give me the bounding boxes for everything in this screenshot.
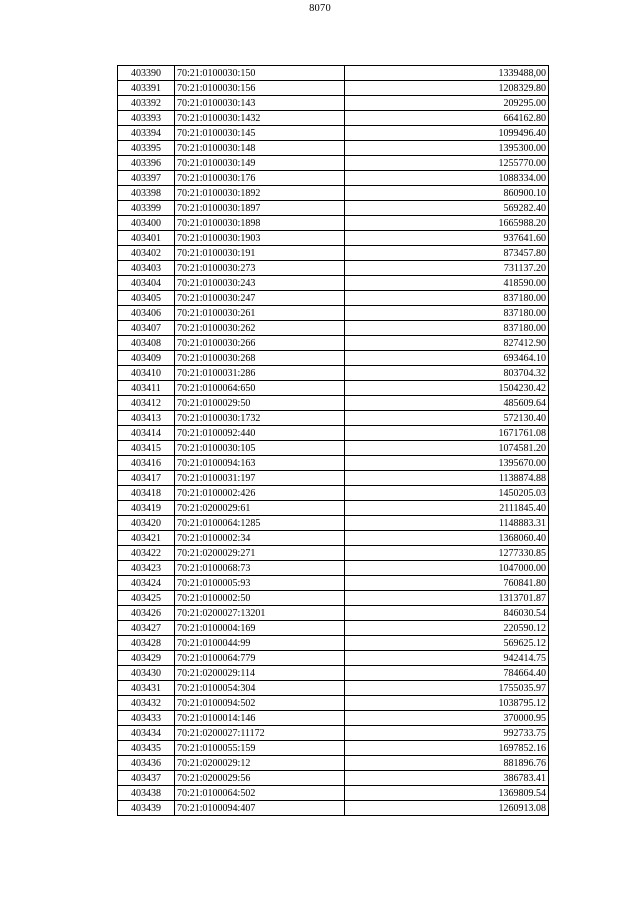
row-number-cell: 403391 xyxy=(118,81,175,96)
value-cell: 937641.60 xyxy=(345,231,549,246)
row-number-cell: 403412 xyxy=(118,396,175,411)
data-table xyxy=(117,65,549,816)
row-number-cell: 403409 xyxy=(118,351,175,366)
table-row xyxy=(118,486,549,501)
value-cell: 693464.10 xyxy=(345,351,549,366)
table-row xyxy=(118,696,549,711)
row-number-cell: 403390 xyxy=(118,66,175,81)
value-cell: 220590.12 xyxy=(345,621,549,636)
value-cell: 1671761.08 xyxy=(345,426,549,441)
cadastral-number-cell: 70:21:0100030:143 xyxy=(175,96,345,111)
table-row xyxy=(118,291,549,306)
table-row xyxy=(118,351,549,366)
value-cell: 569282.40 xyxy=(345,201,549,216)
row-number-cell: 403438 xyxy=(118,786,175,801)
value-cell: 1368060.40 xyxy=(345,531,549,546)
value-cell: 827412.90 xyxy=(345,336,549,351)
row-number-cell: 403400 xyxy=(118,216,175,231)
table-row xyxy=(118,621,549,636)
cadastral-number-cell: 70:21:0100030:1432 xyxy=(175,111,345,126)
row-number-cell: 403399 xyxy=(118,201,175,216)
cadastral-number-cell: 70:21:0200029:56 xyxy=(175,771,345,786)
cadastral-number-cell: 70:21:0100030:262 xyxy=(175,321,345,336)
cadastral-number-cell: 70:21:0100030:145 xyxy=(175,126,345,141)
table-row xyxy=(118,501,549,516)
cadastral-number-cell: 70:21:0100030:266 xyxy=(175,336,345,351)
row-number-cell: 403436 xyxy=(118,756,175,771)
cadastral-number-cell: 70:21:0100030:176 xyxy=(175,171,345,186)
table-row xyxy=(118,411,549,426)
table-row xyxy=(118,471,549,486)
page-number: 8070 xyxy=(309,3,331,14)
cadastral-number-cell: 70:21:0100092:440 xyxy=(175,426,345,441)
value-cell: 1208329.80 xyxy=(345,81,549,96)
value-cell: 803704.32 xyxy=(345,366,549,381)
value-cell: 784664.40 xyxy=(345,666,549,681)
row-number-cell: 403405 xyxy=(118,291,175,306)
value-cell: 1697852.16 xyxy=(345,741,549,756)
value-cell: 1665988.20 xyxy=(345,216,549,231)
cadastral-number-cell: 70:21:0200029:114 xyxy=(175,666,345,681)
value-cell: 1099496.40 xyxy=(345,126,549,141)
table-row xyxy=(118,96,549,111)
cadastral-number-cell: 70:21:0100064:1285 xyxy=(175,516,345,531)
cadastral-number-cell: 70:21:0100030:1732 xyxy=(175,411,345,426)
cadastral-number-cell: 70:21:0100030:1892 xyxy=(175,186,345,201)
cadastral-number-cell: 70:21:0100044:99 xyxy=(175,636,345,651)
cadastral-number-cell: 70:21:0100030:148 xyxy=(175,141,345,156)
table-row xyxy=(118,81,549,96)
table-row xyxy=(118,276,549,291)
cadastral-number-cell: 70:21:0100030:1898 xyxy=(175,216,345,231)
cadastral-number-cell: 70:21:0100068:73 xyxy=(175,561,345,576)
cadastral-number-cell: 70:21:0100014:146 xyxy=(175,711,345,726)
value-cell: 1255770.00 xyxy=(345,156,549,171)
row-number-cell: 403428 xyxy=(118,636,175,651)
value-cell: 1277330.85 xyxy=(345,546,549,561)
row-number-cell: 403404 xyxy=(118,276,175,291)
table-row xyxy=(118,186,549,201)
table-row xyxy=(118,801,549,816)
value-cell: 1450205.03 xyxy=(345,486,549,501)
row-number-cell: 403407 xyxy=(118,321,175,336)
value-cell: 1148883.31 xyxy=(345,516,549,531)
value-cell: 881896.76 xyxy=(345,756,549,771)
row-number-cell: 403426 xyxy=(118,606,175,621)
table-row xyxy=(118,441,549,456)
table-row xyxy=(118,726,549,741)
value-cell: 873457.80 xyxy=(345,246,549,261)
table-row xyxy=(118,381,549,396)
cadastral-number-cell: 70:21:0100031:286 xyxy=(175,366,345,381)
row-number-cell: 403421 xyxy=(118,531,175,546)
cadastral-number-cell: 70:21:0100030:261 xyxy=(175,306,345,321)
row-number-cell: 403414 xyxy=(118,426,175,441)
row-number-cell: 403417 xyxy=(118,471,175,486)
cadastral-number-cell: 70:21:0100031:197 xyxy=(175,471,345,486)
value-cell: 569625.12 xyxy=(345,636,549,651)
value-cell: 1088334.00 xyxy=(345,171,549,186)
value-cell: 1074581.20 xyxy=(345,441,549,456)
value-cell: 386783.41 xyxy=(345,771,549,786)
cadastral-number-cell: 70:21:0100030:1897 xyxy=(175,201,345,216)
row-number-cell: 403430 xyxy=(118,666,175,681)
cadastral-number-cell: 70:21:0100030:149 xyxy=(175,156,345,171)
value-cell: 1339488,00 xyxy=(345,66,549,81)
row-number-cell: 403408 xyxy=(118,336,175,351)
cadastral-number-cell: 70:21:0200027:11172 xyxy=(175,726,345,741)
cadastral-number-cell: 70:21:0100055:159 xyxy=(175,741,345,756)
table-row xyxy=(118,636,549,651)
table-row xyxy=(118,426,549,441)
cadastral-number-cell: 70:21:0100030:156 xyxy=(175,81,345,96)
value-cell: 1755035.97 xyxy=(345,681,549,696)
cadastral-number-cell: 70:21:0200029:12 xyxy=(175,756,345,771)
value-cell: 1504230.42 xyxy=(345,381,549,396)
value-cell: 1313701.87 xyxy=(345,591,549,606)
cadastral-number-cell: 70:21:0100030:105 xyxy=(175,441,345,456)
row-number-cell: 403418 xyxy=(118,486,175,501)
cadastral-number-cell: 70:21:0100094:163 xyxy=(175,456,345,471)
row-number-cell: 403394 xyxy=(118,126,175,141)
cadastral-number-cell: 70:21:0200027:13201 xyxy=(175,606,345,621)
table-row xyxy=(118,246,549,261)
cadastral-number-cell: 70:21:0100029:50 xyxy=(175,396,345,411)
cadastral-number-cell: 70:21:0100030:247 xyxy=(175,291,345,306)
cadastral-number-cell: 70:21:0100030:1903 xyxy=(175,231,345,246)
table-row xyxy=(118,756,549,771)
row-number-cell: 403413 xyxy=(118,411,175,426)
cadastral-number-cell: 70:21:0100094:502 xyxy=(175,696,345,711)
table-row xyxy=(118,321,549,336)
value-cell: 2111845.40 xyxy=(345,501,549,516)
row-number-cell: 403398 xyxy=(118,186,175,201)
cadastral-number-cell: 70:21:0100004:169 xyxy=(175,621,345,636)
table-row xyxy=(118,651,549,666)
value-cell: 1047000.00 xyxy=(345,561,549,576)
value-cell: 992733.75 xyxy=(345,726,549,741)
table-row xyxy=(118,66,549,81)
cadastral-number-cell: 70:21:0100064:779 xyxy=(175,651,345,666)
value-cell: 1395670.00 xyxy=(345,456,549,471)
table-row xyxy=(118,711,549,726)
table-row xyxy=(118,516,549,531)
cadastral-number-cell: 70:21:0100094:407 xyxy=(175,801,345,816)
cadastral-number-cell: 70:21:0100030:243 xyxy=(175,276,345,291)
value-cell: 209295.00 xyxy=(345,96,549,111)
table-row xyxy=(118,786,549,801)
row-number-cell: 403397 xyxy=(118,171,175,186)
table-row xyxy=(118,306,549,321)
table-row xyxy=(118,141,549,156)
row-number-cell: 403434 xyxy=(118,726,175,741)
value-cell: 664162.80 xyxy=(345,111,549,126)
row-number-cell: 403395 xyxy=(118,141,175,156)
row-number-cell: 403406 xyxy=(118,306,175,321)
table-row xyxy=(118,741,549,756)
value-cell: 942414.75 xyxy=(345,651,549,666)
cadastral-number-cell: 70:21:0200029:61 xyxy=(175,501,345,516)
value-cell: 837180.00 xyxy=(345,291,549,306)
row-number-cell: 403427 xyxy=(118,621,175,636)
table-row xyxy=(118,606,549,621)
value-cell: 837180.00 xyxy=(345,306,549,321)
row-number-cell: 403422 xyxy=(118,546,175,561)
value-cell: 1369809.54 xyxy=(345,786,549,801)
row-number-cell: 403437 xyxy=(118,771,175,786)
table-row xyxy=(118,681,549,696)
value-cell: 1038795.12 xyxy=(345,696,549,711)
table-row xyxy=(118,546,549,561)
value-cell: 731137.20 xyxy=(345,261,549,276)
cadastral-number-cell: 70:21:0100064:650 xyxy=(175,381,345,396)
cadastral-number-cell: 70:21:0100002:50 xyxy=(175,591,345,606)
row-number-cell: 403396 xyxy=(118,156,175,171)
cadastral-number-cell: 70:21:0100002:426 xyxy=(175,486,345,501)
row-number-cell: 403425 xyxy=(118,591,175,606)
row-number-cell: 403435 xyxy=(118,741,175,756)
row-number-cell: 403419 xyxy=(118,501,175,516)
table-row xyxy=(118,336,549,351)
table-row xyxy=(118,591,549,606)
row-number-cell: 403393 xyxy=(118,111,175,126)
cadastral-number-cell: 70:21:0100030:268 xyxy=(175,351,345,366)
cadastral-number-cell: 70:21:0100064:502 xyxy=(175,786,345,801)
row-number-cell: 403403 xyxy=(118,261,175,276)
row-number-cell: 403420 xyxy=(118,516,175,531)
row-number-cell: 403424 xyxy=(118,576,175,591)
table-row xyxy=(118,396,549,411)
row-number-cell: 403410 xyxy=(118,366,175,381)
table-row xyxy=(118,126,549,141)
table-row xyxy=(118,366,549,381)
table-row xyxy=(118,156,549,171)
row-number-cell: 403431 xyxy=(118,681,175,696)
value-cell: 1260913.08 xyxy=(345,801,549,816)
table-row xyxy=(118,771,549,786)
table-row xyxy=(118,216,549,231)
cadastral-number-cell: 70:21:0100030:273 xyxy=(175,261,345,276)
value-cell: 860900.10 xyxy=(345,186,549,201)
table-row xyxy=(118,666,549,681)
row-number-cell: 403415 xyxy=(118,441,175,456)
row-number-cell: 403402 xyxy=(118,246,175,261)
row-number-cell: 403416 xyxy=(118,456,175,471)
row-number-cell: 403433 xyxy=(118,711,175,726)
row-number-cell: 403392 xyxy=(118,96,175,111)
table-row xyxy=(118,171,549,186)
value-cell: 370000.95 xyxy=(345,711,549,726)
table-row xyxy=(118,201,549,216)
cadastral-number-cell: 70:21:0100005:93 xyxy=(175,576,345,591)
table-body xyxy=(118,66,549,816)
value-cell: 485609.64 xyxy=(345,396,549,411)
table-row xyxy=(118,111,549,126)
table-row xyxy=(118,531,549,546)
row-number-cell: 403429 xyxy=(118,651,175,666)
table-row xyxy=(118,261,549,276)
value-cell: 760841.80 xyxy=(345,576,549,591)
cadastral-number-cell: 70:21:0100054:304 xyxy=(175,681,345,696)
row-number-cell: 403439 xyxy=(118,801,175,816)
cadastral-number-cell: 70:21:0100030:191 xyxy=(175,246,345,261)
value-cell: 418590.00 xyxy=(345,276,549,291)
table-row xyxy=(118,561,549,576)
value-cell: 1138874.88 xyxy=(345,471,549,486)
cadastral-number-cell: 70:21:0100030:150 xyxy=(175,66,345,81)
value-cell: 837180.00 xyxy=(345,321,549,336)
value-cell: 572130.40 xyxy=(345,411,549,426)
cadastral-number-cell: 70:21:0100002:34 xyxy=(175,531,345,546)
table-row xyxy=(118,231,549,246)
row-number-cell: 403423 xyxy=(118,561,175,576)
table-row xyxy=(118,456,549,471)
value-cell: 1395300.00 xyxy=(345,141,549,156)
table-row xyxy=(118,576,549,591)
value-cell: 846030.54 xyxy=(345,606,549,621)
row-number-cell: 403401 xyxy=(118,231,175,246)
row-number-cell: 403432 xyxy=(118,696,175,711)
cadastral-number-cell: 70:21:0200029:271 xyxy=(175,546,345,561)
row-number-cell: 403411 xyxy=(118,381,175,396)
